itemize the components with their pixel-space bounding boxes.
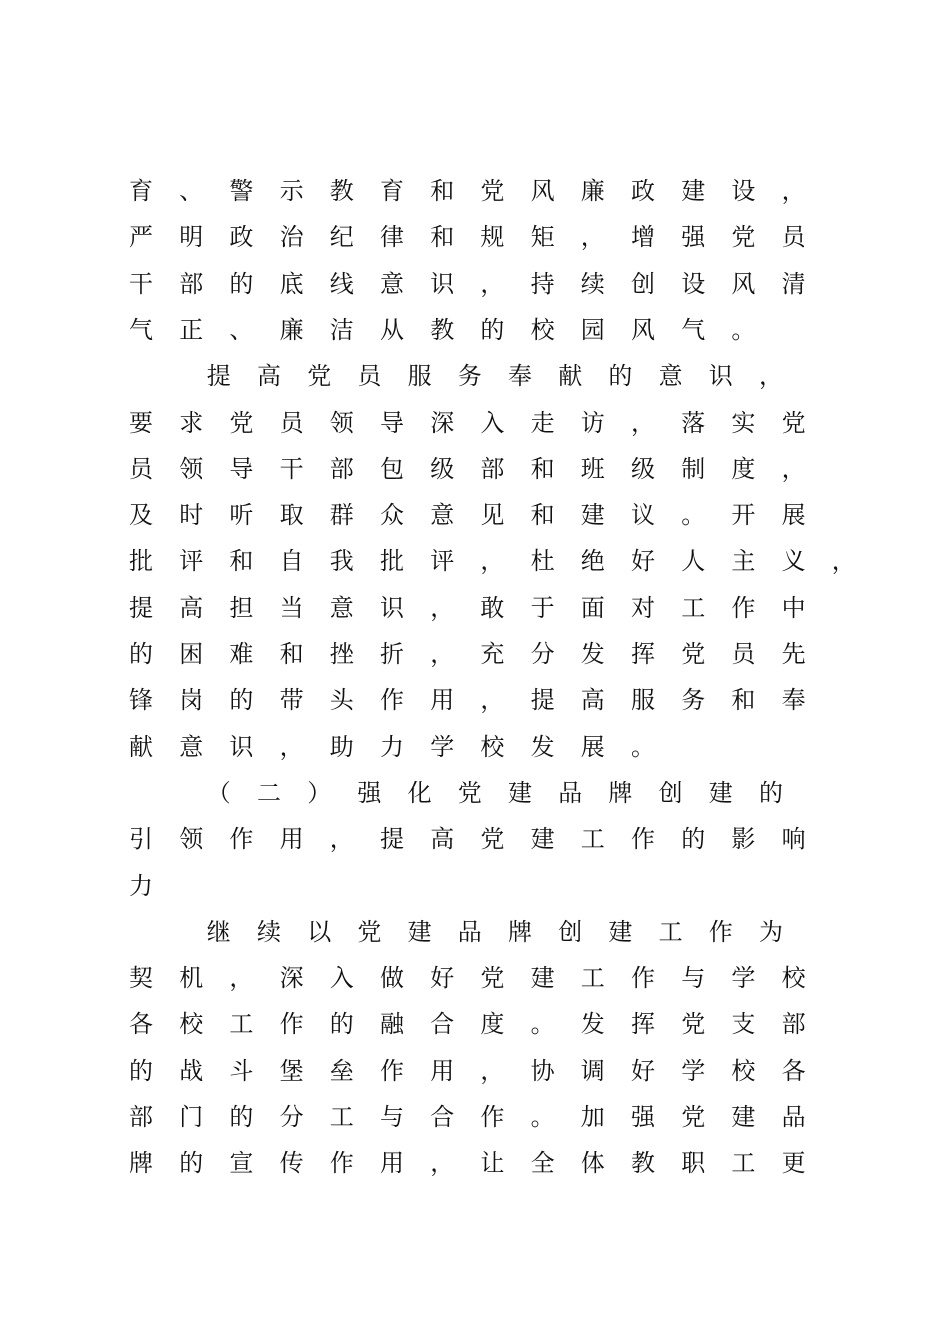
text-char: 人 (681, 547, 706, 576)
text-char: 高 (257, 362, 281, 391)
text-char: 我 (329, 547, 354, 576)
text-char: 作 (380, 686, 404, 715)
text-char: 锋 (129, 686, 153, 715)
text-char: 制 (681, 454, 706, 483)
text-char: 调 (580, 1056, 605, 1085)
text-char: 。 (681, 501, 706, 530)
text-char: 续 (257, 917, 281, 946)
text-char: 校 (781, 964, 806, 993)
text-char: 教 (329, 177, 354, 205)
text-char: 献 (129, 732, 153, 761)
text-char: 正 (179, 315, 204, 344)
text-char: 风 (530, 177, 555, 205)
text-char: 入 (329, 964, 354, 993)
text-char: 党 (731, 223, 756, 252)
text-char: 影 (731, 825, 756, 854)
text-char: 发 (530, 732, 555, 761)
text-char: 级 (631, 454, 655, 483)
text-char: 务 (457, 362, 482, 391)
text-char: ， (229, 964, 254, 993)
text-char: 评 (430, 547, 455, 576)
text-char: 干 (279, 454, 304, 483)
text-char: 于 (530, 593, 555, 622)
text-char: 用 (430, 1056, 455, 1085)
text-char: 全 (530, 1149, 555, 1178)
text-char: 校 (530, 315, 555, 344)
text-char: 度 (731, 454, 756, 483)
text-char: 作 (631, 825, 655, 854)
text-char: 气 (129, 315, 153, 344)
text-char: 困 (179, 640, 204, 668)
text-char: 学 (430, 732, 455, 761)
text-char: ， (781, 454, 806, 483)
text-char: 让 (480, 1149, 505, 1178)
text-char: 折 (380, 640, 404, 668)
text-char: ， (480, 269, 505, 298)
text-char: 支 (731, 1010, 756, 1039)
text-char: ， (430, 640, 455, 668)
text-char: 的 (179, 1149, 204, 1178)
text-char: 担 (229, 593, 254, 622)
text-char: ， (329, 825, 354, 854)
text-char: 教 (631, 1149, 655, 1178)
text-char: 先 (781, 640, 806, 668)
text-char: 意 (430, 501, 455, 530)
text-char: 导 (229, 454, 254, 483)
text-char: 作 (380, 1056, 404, 1085)
text-char: 品 (781, 1103, 806, 1131)
text-char: 众 (380, 501, 404, 530)
text-char: 强 (681, 223, 706, 252)
text-char: 工 (229, 1010, 254, 1039)
text-char: 意 (179, 732, 204, 761)
text-char: 强 (357, 778, 382, 807)
text-char: 奉 (508, 362, 532, 391)
text-char: 和 (530, 501, 555, 530)
text-char: 党 (357, 917, 382, 946)
text-char: 矩 (530, 223, 555, 252)
text-char: 敢 (480, 593, 505, 622)
text-char: 充 (480, 640, 505, 668)
text-char: 合 (430, 1010, 455, 1039)
text-char: 义 (781, 547, 806, 576)
text-char: ， (831, 547, 856, 576)
text-char: 落 (681, 408, 706, 437)
text-char: 党 (229, 408, 254, 437)
text-char: 作 (279, 1010, 304, 1039)
text-char: 的 (681, 825, 706, 854)
text-char: ， (759, 362, 783, 391)
text-char: 提 (380, 825, 404, 854)
text-char: 加 (580, 1103, 605, 1131)
text-char: 员 (731, 640, 756, 668)
text-char: 党 (781, 408, 806, 437)
text-char: 和 (731, 686, 756, 715)
text-char: 党 (480, 177, 505, 205)
text-char: 展 (580, 732, 605, 761)
text-char: 战 (179, 1056, 204, 1085)
text-char: 增 (631, 223, 655, 252)
text-char: 和 (229, 547, 254, 576)
text-char: 规 (480, 223, 505, 252)
text-char: 力 (129, 871, 153, 900)
text-char: 深 (279, 964, 304, 993)
text-char: 作 (631, 964, 655, 993)
text-char: 党 (480, 825, 505, 854)
text-char: 和 (530, 454, 555, 483)
text-char: 挥 (631, 640, 655, 668)
text-char: 的 (229, 686, 254, 715)
text-char: 二 (257, 778, 281, 807)
text-char: 牌 (508, 917, 532, 946)
text-char: 群 (329, 501, 354, 530)
text-char: 识 (380, 593, 404, 622)
text-char: 、 (229, 315, 254, 344)
text-char: 的 (229, 1103, 254, 1131)
text-char: 开 (731, 501, 756, 530)
text-char: 奉 (781, 686, 806, 715)
text-char: 为 (759, 917, 783, 946)
text-char: 服 (407, 362, 432, 391)
text-char: 以 (307, 917, 332, 946)
text-char: 导 (380, 408, 404, 437)
text-char: ， (279, 732, 304, 761)
text-char: 评 (179, 547, 204, 576)
text-char: 。 (530, 1103, 555, 1131)
text-char: 气 (681, 315, 706, 344)
text-char: 挫 (329, 640, 354, 668)
text-char: 对 (631, 593, 655, 622)
text-char: 校 (731, 1056, 756, 1085)
text-char: 化 (407, 778, 432, 807)
text-char: 党 (480, 964, 505, 993)
text-char: 献 (558, 362, 583, 391)
text-char: 堡 (279, 1056, 304, 1085)
text-char: ） (307, 778, 332, 807)
text-char: 作 (731, 593, 756, 622)
text-char: ， (631, 408, 655, 437)
text-char: 要 (129, 408, 153, 437)
text-char: ， (480, 547, 505, 576)
text-char: 包 (380, 454, 404, 483)
text-char: 高 (179, 593, 204, 622)
text-char: 做 (380, 964, 404, 993)
text-char: 建 (580, 501, 605, 530)
text-char: 品 (558, 778, 583, 807)
text-char: 领 (329, 408, 354, 437)
text-char: 自 (279, 547, 304, 576)
text-char: 部 (480, 454, 505, 483)
text-char: 的 (480, 315, 505, 344)
text-char: 求 (179, 408, 204, 437)
text-char: 设 (681, 269, 706, 298)
text-char: 意 (329, 593, 354, 622)
text-char: 牌 (129, 1149, 153, 1178)
text-char: 协 (530, 1056, 555, 1085)
text-char: 工 (658, 917, 683, 946)
text-char: 作 (480, 1103, 505, 1131)
text-char: 工 (731, 1149, 756, 1178)
text-char: 与 (681, 964, 706, 993)
text-char: 政 (631, 177, 655, 205)
text-char: 。 (530, 1010, 555, 1039)
text-char: 部 (781, 1010, 806, 1039)
text-char: 员 (279, 408, 304, 437)
text-char: 头 (329, 686, 354, 715)
text-char: 传 (279, 1149, 304, 1178)
text-char: 入 (480, 408, 505, 437)
text-char: 学 (731, 964, 756, 993)
text-char: 契 (129, 964, 153, 993)
text-char: 工 (329, 1103, 354, 1131)
text-char: 党 (681, 640, 706, 668)
text-char: 职 (681, 1149, 706, 1178)
text-char: 学 (681, 1056, 706, 1085)
text-char: 继 (206, 917, 231, 946)
text-char: 服 (631, 686, 655, 715)
text-char: ， (781, 177, 806, 205)
text-char: 建 (407, 917, 432, 946)
text-char: 干 (129, 269, 153, 298)
text-char: 中 (781, 593, 806, 622)
text-char: 提 (129, 593, 153, 622)
text-char: 工 (681, 593, 706, 622)
text-char: 领 (179, 825, 204, 854)
text-char: 议 (631, 501, 655, 530)
text-char: 的 (129, 1056, 153, 1085)
text-char: 工 (580, 964, 605, 993)
text-char: 作 (229, 825, 254, 854)
text-char: 风 (631, 315, 655, 344)
text-char: 批 (380, 547, 404, 576)
text-char: 和 (430, 177, 455, 205)
text-char: 与 (380, 1103, 404, 1131)
text-char: 用 (380, 1149, 404, 1178)
text-char: 部 (179, 269, 204, 298)
text-char: 底 (279, 269, 304, 298)
text-char: 明 (179, 223, 204, 252)
text-char: 听 (229, 501, 254, 530)
text-char: 校 (179, 1010, 204, 1039)
text-char: 建 (708, 778, 733, 807)
text-char: 创 (558, 917, 583, 946)
text-char: 政 (229, 223, 254, 252)
text-char: 好 (430, 964, 455, 993)
text-char: 提 (206, 362, 231, 391)
text-char: 好 (631, 1056, 655, 1085)
text-char: 持 (530, 269, 555, 298)
text-char: 高 (580, 686, 605, 715)
text-char: 杜 (530, 547, 555, 576)
text-char: 的 (759, 778, 783, 807)
text-char: 响 (781, 825, 806, 854)
text-char: 当 (279, 593, 304, 622)
text-char: 和 (430, 223, 455, 252)
text-char: 育 (129, 177, 153, 205)
text-char: 党 (457, 778, 482, 807)
text-char: 合 (430, 1103, 455, 1131)
text-char: 分 (279, 1103, 304, 1131)
text-char: 分 (530, 640, 555, 668)
text-char: 用 (279, 825, 304, 854)
text-char: 斗 (229, 1056, 254, 1085)
text-char: 的 (129, 640, 153, 668)
text-char: 面 (580, 593, 605, 622)
text-char: 建 (608, 917, 633, 946)
text-char: 从 (380, 315, 404, 344)
text-char: 力 (380, 732, 404, 761)
text-char: 品 (457, 917, 482, 946)
text-char: 建 (681, 177, 706, 205)
text-char: 各 (781, 1056, 806, 1085)
text-char: 绝 (580, 547, 605, 576)
text-char: ， (580, 223, 605, 252)
text-char: 高 (430, 825, 455, 854)
text-char: 度 (480, 1010, 505, 1039)
text-char: 示 (279, 177, 304, 205)
text-char: 续 (580, 269, 605, 298)
text-char: ， (480, 686, 505, 715)
text-char: 清 (781, 269, 806, 298)
text-char: 走 (530, 408, 555, 437)
text-char: 班 (580, 454, 605, 483)
text-char: 警 (229, 177, 254, 205)
text-char: ， (430, 593, 455, 622)
text-char: 校 (480, 732, 505, 761)
text-char: 工 (580, 825, 605, 854)
text-char: 垒 (329, 1056, 354, 1085)
text-char: 员 (781, 223, 806, 252)
text-char: 。 (731, 315, 756, 344)
text-char: 园 (580, 315, 605, 344)
text-char: 律 (380, 223, 404, 252)
text-char: 岗 (179, 686, 204, 715)
text-char: 及 (129, 501, 153, 530)
text-char: 的 (229, 269, 254, 298)
text-char: 好 (631, 547, 655, 576)
text-char: 的 (608, 362, 633, 391)
text-char: 员 (357, 362, 382, 391)
text-char: 难 (229, 640, 254, 668)
text-char: 挥 (631, 1010, 655, 1039)
text-char: 机 (179, 964, 204, 993)
text-char: 时 (179, 501, 204, 530)
text-char: 纪 (329, 223, 354, 252)
text-char: 识 (430, 269, 455, 298)
text-char: 、 (179, 177, 204, 205)
text-char: 。 (631, 732, 655, 761)
text-char: 创 (631, 269, 655, 298)
text-char: 领 (179, 454, 204, 483)
text-char: 廉 (279, 315, 304, 344)
text-char: （ (206, 778, 231, 807)
text-char: 识 (229, 732, 254, 761)
text-char: 党 (681, 1010, 706, 1039)
text-char: 设 (731, 177, 756, 205)
text-char: 宣 (229, 1149, 254, 1178)
text-char: 助 (329, 732, 354, 761)
text-char: 取 (279, 501, 304, 530)
text-char: 识 (708, 362, 733, 391)
text-char: 门 (179, 1103, 204, 1131)
text-char: 建 (530, 825, 555, 854)
text-char: 务 (681, 686, 706, 715)
text-char: 更 (781, 1149, 806, 1178)
text-char: 带 (279, 686, 304, 715)
text-char: 党 (307, 362, 332, 391)
text-char: 严 (129, 223, 153, 252)
text-char: 各 (129, 1010, 153, 1039)
text-char: 风 (731, 269, 756, 298)
text-char: 体 (580, 1149, 605, 1178)
text-char: 批 (129, 547, 153, 576)
text-char: 主 (731, 547, 756, 576)
text-char: 员 (129, 454, 153, 483)
text-char: 线 (329, 269, 354, 298)
text-char: 深 (430, 408, 455, 437)
text-char: 引 (129, 825, 153, 854)
text-char: 洁 (329, 315, 354, 344)
text-char: ， (430, 1149, 455, 1178)
text-char: ， (480, 1056, 505, 1085)
text-char: 部 (129, 1103, 153, 1131)
text-char: 党 (681, 1103, 706, 1131)
text-char: 意 (380, 269, 404, 298)
text-char: 牌 (608, 778, 633, 807)
text-char: 育 (380, 177, 404, 205)
text-char: 和 (279, 640, 304, 668)
text-char: 部 (329, 454, 354, 483)
text-char: 融 (380, 1010, 404, 1039)
text-char: 见 (480, 501, 505, 530)
text-char: 作 (329, 1149, 354, 1178)
text-char: 建 (731, 1103, 756, 1131)
text-char: 展 (781, 501, 806, 530)
text-char: 意 (658, 362, 683, 391)
text-char: 廉 (580, 177, 605, 205)
text-char: 建 (508, 778, 532, 807)
text-char: 发 (580, 640, 605, 668)
text-char: 用 (430, 686, 455, 715)
text-char: 实 (731, 408, 756, 437)
text-char: 访 (580, 408, 605, 437)
text-char: 级 (430, 454, 455, 483)
text-char: 的 (329, 1010, 354, 1039)
text-char: 创 (658, 778, 683, 807)
text-char: 提 (530, 686, 555, 715)
text-char: 治 (279, 223, 304, 252)
text-char: 作 (708, 917, 733, 946)
text-char: 强 (631, 1103, 655, 1131)
text-char: 发 (580, 1010, 605, 1039)
text-char: 建 (530, 964, 555, 993)
text-char: 教 (430, 315, 455, 344)
